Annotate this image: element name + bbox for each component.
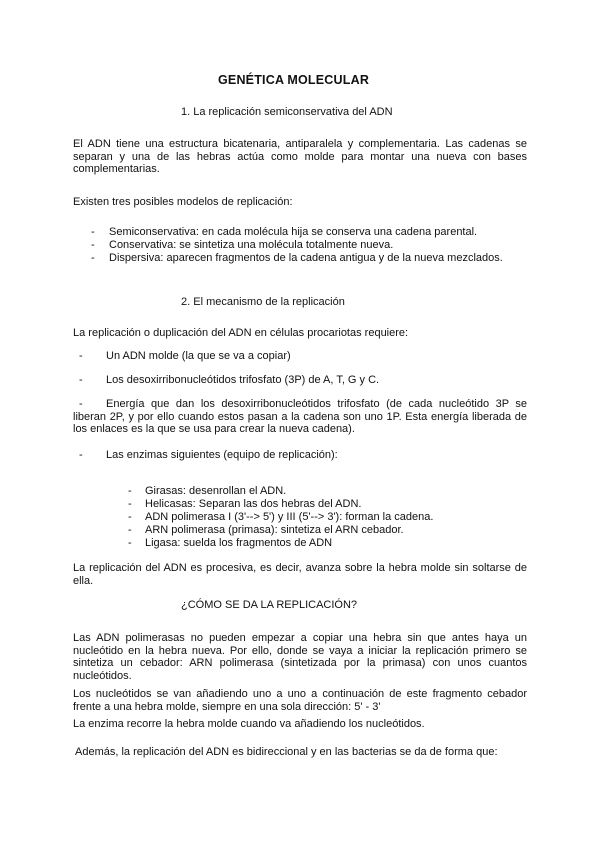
section3-heading: ¿CÓMO SE DA LA REPLICACIÓN? bbox=[181, 599, 358, 611]
section2-intro: La replicación o duplicación del ADN en células procariotas requiere: bbox=[73, 327, 409, 339]
section3-paragraph-1: Las ADN polimerasas no pueden empezar a copiar una hebra sin que antes haya un nucleótido en la hebra nueva. Por ello, donde se vaya a iniciar la replicación primero se sintetiza un cebador: ARN polimerasa (sintetizada por la primasa) con unos cuantos nucleótidos. bbox=[73, 632, 527, 682]
energy-paragraph: Energía que dan los desoxirribonucleótidos trifosfato (de cada nucleótido 3P se liberan 2P, y por ello cuando estos pasan a la cadena son uno 1P. Esta energía liberada de los enlaces es la que se usa para crear la nueva cadena). bbox=[73, 398, 527, 436]
list-item: Semiconservativa: en cada molécula hija se conserva una cadena parental. bbox=[109, 226, 478, 238]
list-bullet: - bbox=[79, 449, 83, 461]
list-item: ARN polimerasa (primasa): sintetiza el ARN cebador. bbox=[145, 524, 404, 536]
list-bullet: - bbox=[128, 537, 132, 549]
section3-paragraph-2: Los nucleótidos se van añadiendo uno a uno a continuación de este fragmento cebador frente a una hebra molde, siempre en una sola dirección: 5' - 3' bbox=[73, 688, 527, 713]
list-item: Girasas: desenrollan el ADN. bbox=[145, 485, 287, 497]
list-item: Ligasa: suelda los fragmentos de ADN bbox=[145, 537, 333, 549]
list-item: Helicasas: Separan las dos hebras del ADN. bbox=[145, 498, 362, 510]
list-bullet: - bbox=[128, 485, 132, 497]
document-title: GENÉTICA MOLECULAR bbox=[218, 73, 370, 87]
list-bullet: - bbox=[79, 398, 83, 410]
list-bullet: - bbox=[128, 511, 132, 523]
list-bullet: - bbox=[79, 374, 83, 386]
enzymes-intro: Las enzimas siguientes (equipo de replicación): bbox=[106, 449, 338, 461]
list-bullet: - bbox=[128, 524, 132, 536]
requirement-item: Los desoxirribonucleótidos trifosfato (3P) de A, T, G y C. bbox=[106, 374, 380, 386]
processive-paragraph: La replicación del ADN es procesiva, es decir, avanza sobre la hebra molde sin soltarse de ella. bbox=[73, 562, 527, 587]
section1-heading: 1. La replicación semiconservativa del ADN bbox=[181, 106, 393, 118]
list-bullet: - bbox=[91, 226, 95, 238]
section1-intro: El ADN tiene una estructura bicatenaria, antiparalela y complementaria. Las cadenas se separan y una de las hebras actúa como molde para montar una nueva con bases complementarias. bbox=[73, 138, 527, 176]
section3-paragraph-4: Además, la replicación del ADN es bidireccional y en las bacterias se da de forma que: bbox=[75, 746, 498, 758]
section3-paragraph-3: La enzima recorre la hebra molde cuando va añadiendo los nucleótidos. bbox=[73, 718, 425, 730]
list-bullet: - bbox=[91, 252, 95, 264]
section2-heading: 2. El mecanismo de la replicación bbox=[181, 296, 345, 308]
list-bullet: - bbox=[91, 239, 95, 251]
models-intro: Existen tres posibles modelos de replicación: bbox=[73, 196, 293, 208]
list-item: ADN polimerasa I (3'--> 5') y III (5'--> 3'): forman la cadena. bbox=[145, 511, 434, 523]
list-item: Dispersiva: aparecen fragmentos de la cadena antigua y de la nueva mezclados. bbox=[109, 252, 503, 264]
list-item: Conservativa: se sintetiza una molécula totalmente nueva. bbox=[109, 239, 394, 251]
list-bullet: - bbox=[79, 350, 83, 362]
list-bullet: - bbox=[128, 498, 132, 510]
requirement-item: Un ADN molde (la que se va a copiar) bbox=[106, 350, 291, 362]
